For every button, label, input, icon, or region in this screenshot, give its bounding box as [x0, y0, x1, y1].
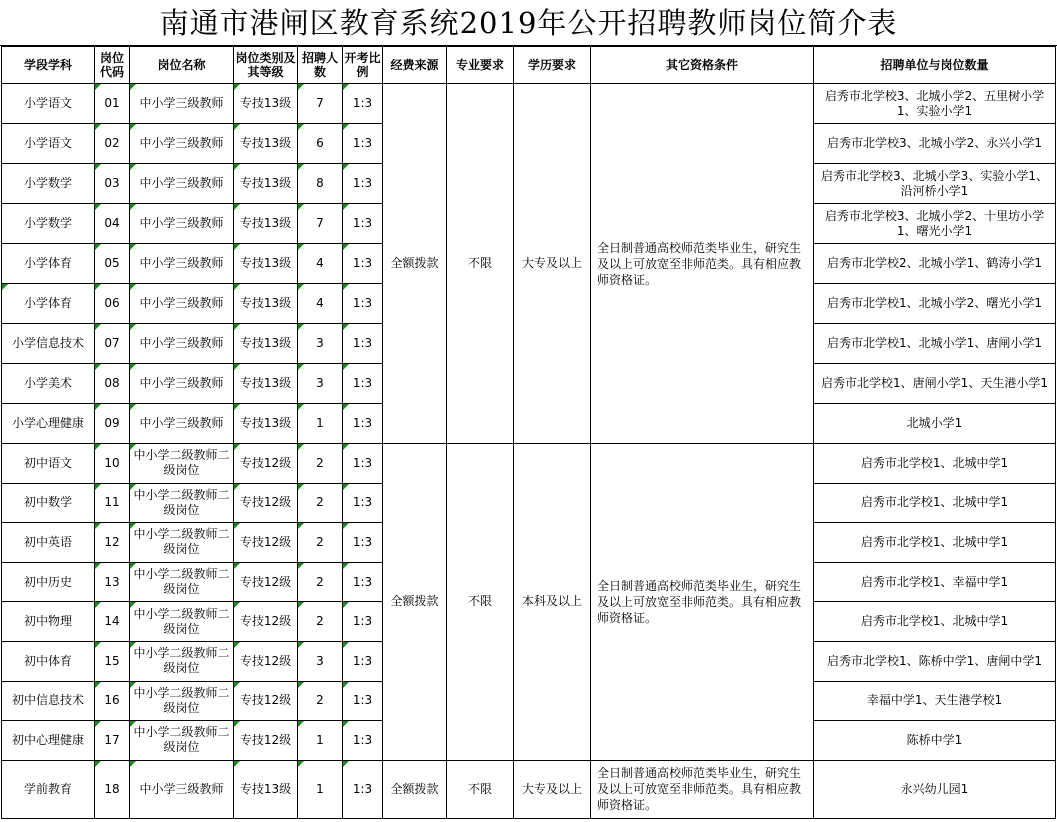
- cell-post-name: 中小学三级教师: [130, 760, 234, 818]
- cell-ratio: 1:3: [343, 364, 383, 404]
- cell-other-conditions: 全日制普通高校师范类毕业生，研究生及以上可放宽至非师范类。具有相应教师资格证。: [591, 444, 814, 761]
- header-funding: 经费来源: [383, 47, 447, 84]
- cell-post-type: 专技13级: [234, 324, 298, 364]
- cell-ratio: 1:3: [343, 444, 383, 484]
- cell-count: 2: [298, 562, 343, 602]
- cell-count: 7: [298, 84, 343, 124]
- cell-units: 启秀市北学校1、陈桥中学1、唐闸中学1: [814, 641, 1056, 681]
- cell-post-type: 专技12级: [234, 523, 298, 563]
- cell-code: 03: [95, 164, 130, 204]
- cell-ratio: 1:3: [343, 204, 383, 244]
- cell-ratio: 1:3: [343, 244, 383, 284]
- cell-count: 8: [298, 164, 343, 204]
- cell-count: 2: [298, 444, 343, 484]
- cell-units: 启秀市北学校1、北城小学1、唐闸小学1: [814, 324, 1056, 364]
- cell-code: 04: [95, 204, 130, 244]
- cell-post-name: 中小学二级教师二级岗位: [130, 523, 234, 563]
- cell-units: 启秀市北学校3、北城小学3、实验小学1、沿河桥小学1: [814, 164, 1056, 204]
- cell-subject: 小学数学: [2, 164, 95, 204]
- cell-major: 不限: [447, 444, 514, 761]
- cell-education: 大专及以上: [514, 760, 591, 818]
- header-post-type: 岗位类别及其等级: [234, 47, 298, 84]
- cell-post-name: 中小学二级教师二级岗位: [130, 444, 234, 484]
- cell-subject: 小学美术: [2, 364, 95, 404]
- cell-count: 3: [298, 641, 343, 681]
- cell-subject: 初中物理: [2, 602, 95, 642]
- cell-code: 09: [95, 404, 130, 444]
- cell-code: 15: [95, 641, 130, 681]
- cell-ratio: 1:3: [343, 84, 383, 124]
- cell-post-type: 专技13级: [234, 164, 298, 204]
- cell-post-type: 专技13级: [234, 124, 298, 164]
- cell-units: 启秀市北学校1、北城中学1: [814, 444, 1056, 484]
- cell-subject: 初中心理健康: [2, 721, 95, 761]
- table-header-row: [2, 47, 1056, 84]
- cell-ratio: 1:3: [343, 681, 383, 721]
- table-row: [2, 760, 1056, 818]
- cell-post-type: 专技13级: [234, 204, 298, 244]
- cell-count: 6: [298, 124, 343, 164]
- cell-ratio: 1:3: [343, 562, 383, 602]
- cell-post-type: 专技13级: [234, 760, 298, 818]
- cell-units: 启秀市北学校3、北城小学2、永兴小学1: [814, 124, 1056, 164]
- header-other: 其它资格条件: [591, 47, 814, 84]
- cell-post-type: 专技12级: [234, 444, 298, 484]
- cell-post-name: 中小学三级教师: [130, 284, 234, 324]
- cell-units: 启秀市北学校1、北城中学1: [814, 523, 1056, 563]
- cell-education: 本科及以上: [514, 444, 591, 761]
- cell-subject: 学前教育: [2, 760, 95, 818]
- cell-subject: 初中历史: [2, 562, 95, 602]
- cell-units: 启秀市北学校1、北城中学1: [814, 483, 1056, 523]
- header-ratio: 开考比例: [343, 47, 383, 84]
- cell-code: 10: [95, 444, 130, 484]
- table-row: [2, 444, 1056, 484]
- cell-code: 07: [95, 324, 130, 364]
- cell-units: 北城小学1: [814, 404, 1056, 444]
- page-title: 南通市港闸区教育系统2019年公开招聘教师岗位简介表: [0, 0, 1057, 46]
- cell-post-type: 专技12级: [234, 483, 298, 523]
- cell-post-type: 专技12级: [234, 681, 298, 721]
- cell-post-name: 中小学二级教师二级岗位: [130, 641, 234, 681]
- cell-post-name: 中小学二级教师二级岗位: [130, 721, 234, 761]
- cell-post-type: 专技13级: [234, 364, 298, 404]
- cell-count: 3: [298, 324, 343, 364]
- cell-ratio: 1:3: [343, 404, 383, 444]
- cell-code: 14: [95, 602, 130, 642]
- cell-count: 4: [298, 244, 343, 284]
- cell-ratio: 1:3: [343, 641, 383, 681]
- header-code: 岗位代码: [95, 47, 130, 84]
- cell-units: 幸福中学1、天生港学校1: [814, 681, 1056, 721]
- cell-units: 启秀市北学校2、北城小学1、鹤涛小学1: [814, 244, 1056, 284]
- header-units: 招聘单位与岗位数量: [814, 47, 1056, 84]
- cell-post-name: 中小学三级教师: [130, 164, 234, 204]
- cell-code: 11: [95, 483, 130, 523]
- cell-post-name: 中小学三级教师: [130, 404, 234, 444]
- cell-major: 不限: [447, 760, 514, 818]
- cell-funding: 全额拨款: [383, 760, 447, 818]
- cell-post-name: 中小学三级教师: [130, 324, 234, 364]
- cell-code: 16: [95, 681, 130, 721]
- cell-count: 1: [298, 721, 343, 761]
- cell-post-name: 中小学三级教师: [130, 244, 234, 284]
- cell-count: 1: [298, 760, 343, 818]
- cell-subject: 初中体育: [2, 641, 95, 681]
- cell-code: 05: [95, 244, 130, 284]
- cell-count: 1: [298, 404, 343, 444]
- cell-ratio: 1:3: [343, 284, 383, 324]
- cell-post-name: 中小学三级教师: [130, 364, 234, 404]
- cell-code: 06: [95, 284, 130, 324]
- cell-code: 17: [95, 721, 130, 761]
- cell-ratio: 1:3: [343, 721, 383, 761]
- cell-post-name: 中小学二级教师二级岗位: [130, 681, 234, 721]
- cell-subject: 小学语文: [2, 84, 95, 124]
- cell-units: 启秀市北学校1、唐闸小学1、天生港小学1: [814, 364, 1056, 404]
- cell-ratio: 1:3: [343, 124, 383, 164]
- cell-post-type: 专技13级: [234, 244, 298, 284]
- cell-subject: 小学语文: [2, 124, 95, 164]
- cell-post-type: 专技12级: [234, 641, 298, 681]
- cell-subject: 小学体育: [2, 284, 95, 324]
- cell-ratio: 1:3: [343, 602, 383, 642]
- cell-code: 08: [95, 364, 130, 404]
- cell-post-type: 专技13级: [234, 404, 298, 444]
- cell-post-type: 专技12级: [234, 602, 298, 642]
- cell-subject: 初中信息技术: [2, 681, 95, 721]
- header-count: 招聘人数: [298, 47, 343, 84]
- cell-subject: 小学心理健康: [2, 404, 95, 444]
- cell-post-name: 中小学二级教师二级岗位: [130, 562, 234, 602]
- cell-post-name: 中小学三级教师: [130, 124, 234, 164]
- cell-count: 3: [298, 364, 343, 404]
- cell-ratio: 1:3: [343, 324, 383, 364]
- cell-post-type: 专技13级: [234, 84, 298, 124]
- cell-units: 启秀市北学校3、北城小学2、五里树小学1、实验小学1: [814, 84, 1056, 124]
- cell-other-conditions: 全日制普通高校师范类毕业生，研究生及以上可放宽至非师范类。具有相应教师资格证。: [591, 84, 814, 444]
- header-major: 专业要求: [447, 47, 514, 84]
- cell-subject: 初中英语: [2, 523, 95, 563]
- cell-post-name: 中小学二级教师二级岗位: [130, 602, 234, 642]
- cell-count: 2: [298, 523, 343, 563]
- cell-code: 01: [95, 84, 130, 124]
- cell-units: 启秀市北学校1、幸福中学1: [814, 562, 1056, 602]
- cell-major: 不限: [447, 84, 514, 444]
- cell-post-type: 专技13级: [234, 284, 298, 324]
- cell-funding: 全额拨款: [383, 84, 447, 444]
- recruitment-table: [1, 46, 1056, 819]
- cell-post-name: 中小学三级教师: [130, 204, 234, 244]
- cell-subject: 小学数学: [2, 204, 95, 244]
- cell-units: 启秀市北学校1、北城小学2、曙光小学1: [814, 284, 1056, 324]
- header-education: 学历要求: [514, 47, 591, 84]
- cell-ratio: 1:3: [343, 523, 383, 563]
- cell-post-name: 中小学二级教师二级岗位: [130, 483, 234, 523]
- cell-post-type: 专技12级: [234, 562, 298, 602]
- header-post-name: 岗位名称: [130, 47, 234, 84]
- cell-post-type: 专技12级: [234, 721, 298, 761]
- cell-subject: 初中语文: [2, 444, 95, 484]
- cell-code: 12: [95, 523, 130, 563]
- header-subject: 学段学科: [2, 47, 95, 84]
- table-row: [2, 84, 1056, 124]
- cell-units: 陈桥中学1: [814, 721, 1056, 761]
- cell-education: 大专及以上: [514, 84, 591, 444]
- cell-count: 4: [298, 284, 343, 324]
- cell-subject: 小学体育: [2, 244, 95, 284]
- cell-funding: 全额拨款: [383, 444, 447, 761]
- cell-count: 2: [298, 602, 343, 642]
- cell-other-conditions: 全日制普通高校师范类毕业生，研究生及以上可放宽至非师范类。具有相应教师资格证。: [591, 760, 814, 818]
- cell-count: 2: [298, 483, 343, 523]
- cell-units: 永兴幼儿园1: [814, 760, 1056, 818]
- cell-subject: 小学信息技术: [2, 324, 95, 364]
- cell-ratio: 1:3: [343, 164, 383, 204]
- cell-code: 13: [95, 562, 130, 602]
- cell-code: 02: [95, 124, 130, 164]
- cell-count: 7: [298, 204, 343, 244]
- cell-count: 2: [298, 681, 343, 721]
- cell-units: 启秀市北学校3、北城小学2、十里坊小学1、曙光小学1: [814, 204, 1056, 244]
- cell-subject: 初中数学: [2, 483, 95, 523]
- cell-post-name: 中小学三级教师: [130, 84, 234, 124]
- cell-ratio: 1:3: [343, 760, 383, 818]
- cell-units: 启秀市北学校1、北城中学1: [814, 602, 1056, 642]
- cell-code: 18: [95, 760, 130, 818]
- cell-ratio: 1:3: [343, 483, 383, 523]
